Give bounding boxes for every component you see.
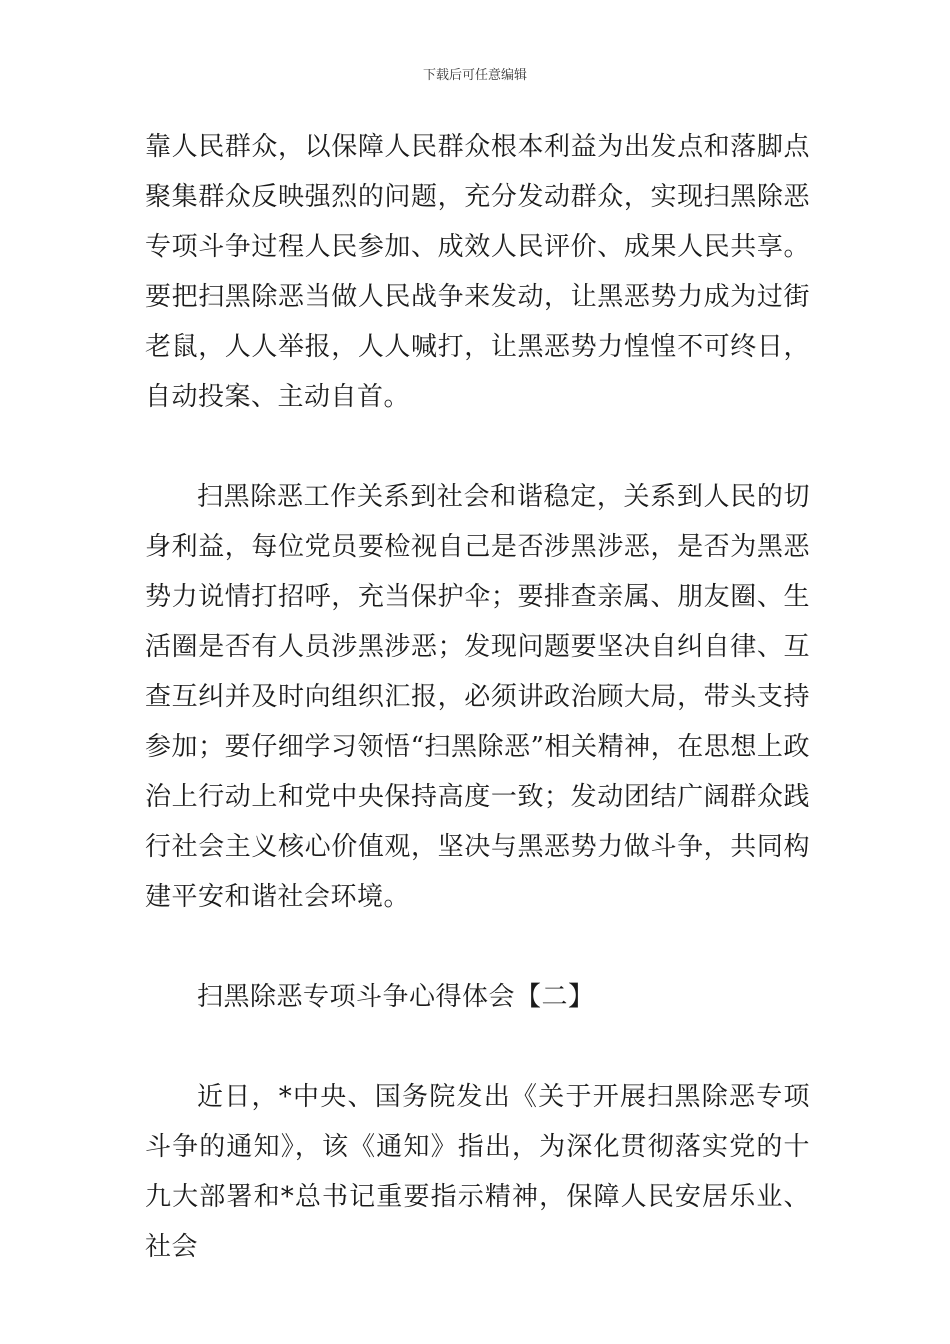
section-title: 扫黑除恶专项斗争心得体会【二】 bbox=[197, 982, 595, 1012]
paragraph-gap bbox=[145, 422, 810, 472]
paragraph-2: 扫黑除恶工作关系到社会和谐稳定，关系到人民的切身利益，每位党员要检视自己是否涉黑涉恶，是否为黑恶势力说情打招呼，充当保护伞；要排查亲属、朋友圈、生活圈是否有人员涉黑涉恶；发现问题要坚决自纠自律、互查互纠并及时向组织汇报，必须讲政治顾大局，带头支持参加；要仔细学习领悟“扫黑除恶”相关精神，在思想上政治上行动上和党中央保持高度一致；发动团结广阔群众践行社会主义核心价值观，坚决与黑恶势力做斗争，共同构建平安和谐社会环境。 bbox=[145, 482, 810, 912]
paragraph-gap bbox=[145, 1022, 810, 1072]
document-body bbox=[145, 122, 810, 1272]
header-note: 下载后可任意编辑 bbox=[422, 68, 527, 83]
paragraph-gap bbox=[145, 922, 810, 972]
paragraph-3: 近日，*中央、国务院发出《关于开展扫黑除恶专项斗争的通知》，该《通知》指出，为深化贯彻落实党的十九大部署和*总书记重要指示精神，保障人民安居乐业、社会 bbox=[145, 1082, 810, 1262]
paragraph-1: 靠人民群众，以保障人民群众根本利益为出发点和落脚点聚集群众反映强烈的问题，充分发动群众，实现扫黑除恶专项斗争过程人民参加、成效人民评价、成果人民共享。要把扫黑除恶当做人民战争来发动，让黑恶势力成为过街老鼠，人人举报，人人喊打，让黑恶势力惶惶不可终日，自动投案、主动自首。 bbox=[145, 132, 810, 412]
